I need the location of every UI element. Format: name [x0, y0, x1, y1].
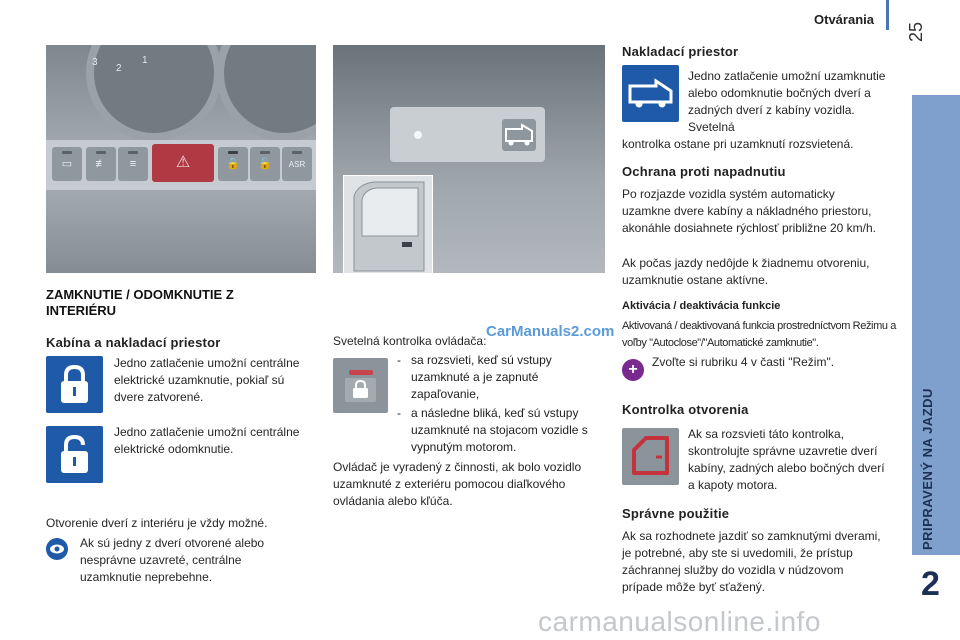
open-door-warning-icon [622, 428, 679, 485]
anti-intrusion-text-active: Ak počas jazdy nedôjde k žiadnemu otvoreniu, uzamknutie ostane aktívne. [622, 256, 870, 287]
rear-defrost-button: ▭ [52, 147, 82, 181]
plus-icon: + [622, 359, 644, 381]
chapter-number: 2 [921, 565, 940, 603]
page-number: 25 [906, 21, 926, 42]
watermark-carmanuals2: CarManuals2.com [486, 323, 615, 340]
watermark-carmanualsonline: carmanualsonline.info [538, 606, 821, 637]
cargo-text-indented: Jedno zatlačenie umožní uzamknutie alebo odomknutie bočných dverí a zadných dverí z kabíny vozidla. Svetelná [688, 69, 886, 134]
gauge-dial [86, 45, 222, 141]
dial-number: 3 [92, 57, 98, 68]
proper-use-text: Ak sa rozhodnete jazdiť so zamknutými dverami, je potrebné, aby ste si uvedomili, že prístup záchrannej služby do vozidla v núdzovom prípade môže byť sťažený. [622, 529, 881, 594]
bullet-item: - a následne bliká, keď sú vstupy uzamknuté na stojacom vozidle s vypnutým motorom. [397, 405, 607, 456]
cargo-switch-photo [333, 45, 605, 273]
chapter-title: PRIPRAVENÝ NA JAZDU [920, 388, 935, 550]
rear-fog-button: ≡ [118, 147, 148, 181]
eye-icon [46, 538, 68, 560]
unlock-description: Jedno zatlačenie umožní centrálne elektrické odomknutie. [114, 425, 300, 456]
van-door-icon [344, 176, 432, 273]
cargo-lock-indicator-icon [333, 358, 388, 413]
door-inset-image [343, 175, 433, 273]
eye-warning-text: Ak sú jedny z dverí otvorené alebo nesprávne uzavreté, centrálne uzamknutie neprebehne. [80, 536, 265, 584]
cargo-switch-plate [390, 107, 545, 162]
cabin-cargo-heading: Kabína a nakladací priestor [46, 335, 221, 350]
dashboard-buttons-photo [46, 45, 316, 273]
cargo-text-full: kontrolka ostane pri uzamknutí rozsvietená. [622, 137, 854, 151]
proper-use-heading: Správne použitie [622, 506, 730, 521]
door-indicator-heading: Kontrolka otvorenia [622, 402, 749, 417]
page-header-title: Otvárania [814, 12, 874, 27]
main-heading: ZAMKNUTIE / ODOMKNUTIE Z INTERIÉRU [46, 287, 234, 318]
asr-label: ASR [288, 160, 306, 169]
fog-light-button: ≢ [86, 147, 116, 181]
activation-heading: Aktivácia / deaktivácia funkcie [622, 300, 781, 312]
central-lock-button: 🔒 [218, 147, 248, 181]
indicator-intro: Svetelná kontrolka ovládača: [333, 334, 487, 348]
bullet-item: - sa rozsvieti, keď sú vstupy uzamknuté a je zapnuté zapaľovanie, [397, 352, 607, 403]
mode-section-note: Zvoľte si rubriku 4 v časti "Režim". [652, 355, 835, 369]
header-rule [886, 0, 889, 30]
bullet-text: a následne bliká, keď sú vstupy uzamknuté na stojacom vozidle s vypnutým motorom. [411, 406, 588, 454]
indicator-bullet-list [397, 352, 607, 456]
lock-button-icon [46, 356, 103, 413]
unlock-button-icon [46, 426, 103, 483]
cargo-van-icon [390, 107, 545, 162]
bullet-text: sa rozsvieti, keď sú vstupy uzamknuté a je zapnuté zapaľovanie, [411, 353, 552, 401]
cargo-lock-button: 🔓 [250, 147, 280, 181]
dial-number: 1 [142, 55, 148, 66]
cargo-van-button-icon [622, 65, 679, 122]
open-from-inside-text: Otvorenie dverí z interiéru je vždy možné. [46, 516, 268, 530]
anti-intrusion-text: Po rozjazde vozidla systém automaticky uzamkne dvere kabíny a nákladného priestoru, akonáhle dosiahnete rýchlosť približne 20 km/h. [622, 187, 876, 235]
door-indicator-text: Ak sa rozsvieti táto kontrolka, skontrolujte správne uzavretie dverí kabíny, zadných alebo bočných dverí a kapoty motora. [688, 427, 885, 492]
disabled-control-text: Ovládač je vyradený z činnosti, ak bolo vozidlo uzamknuté z exteriéru pomocou diaľkového ovládania alebo kľúča. [333, 460, 582, 508]
cargo-space-heading: Nakladací priestor [622, 44, 739, 59]
dial-number: 2 [116, 63, 122, 74]
gauge-dial [216, 45, 316, 141]
hazard-warning-button: ⚠ [152, 144, 214, 182]
anti-intrusion-heading: Ochrana proti napadnutiu [622, 164, 786, 179]
lock-description: Jedno zatlačenie umožní centrálne elektrické uzamknutie, pokiaľ sú dvere zatvorené. [114, 356, 300, 404]
activation-text: Aktivovaná / deaktivovaná funkcia prostredníctvom Režimu a voľby "Autoclose"/"Automatické zamknutie". [622, 320, 896, 349]
asr-button [282, 147, 312, 181]
